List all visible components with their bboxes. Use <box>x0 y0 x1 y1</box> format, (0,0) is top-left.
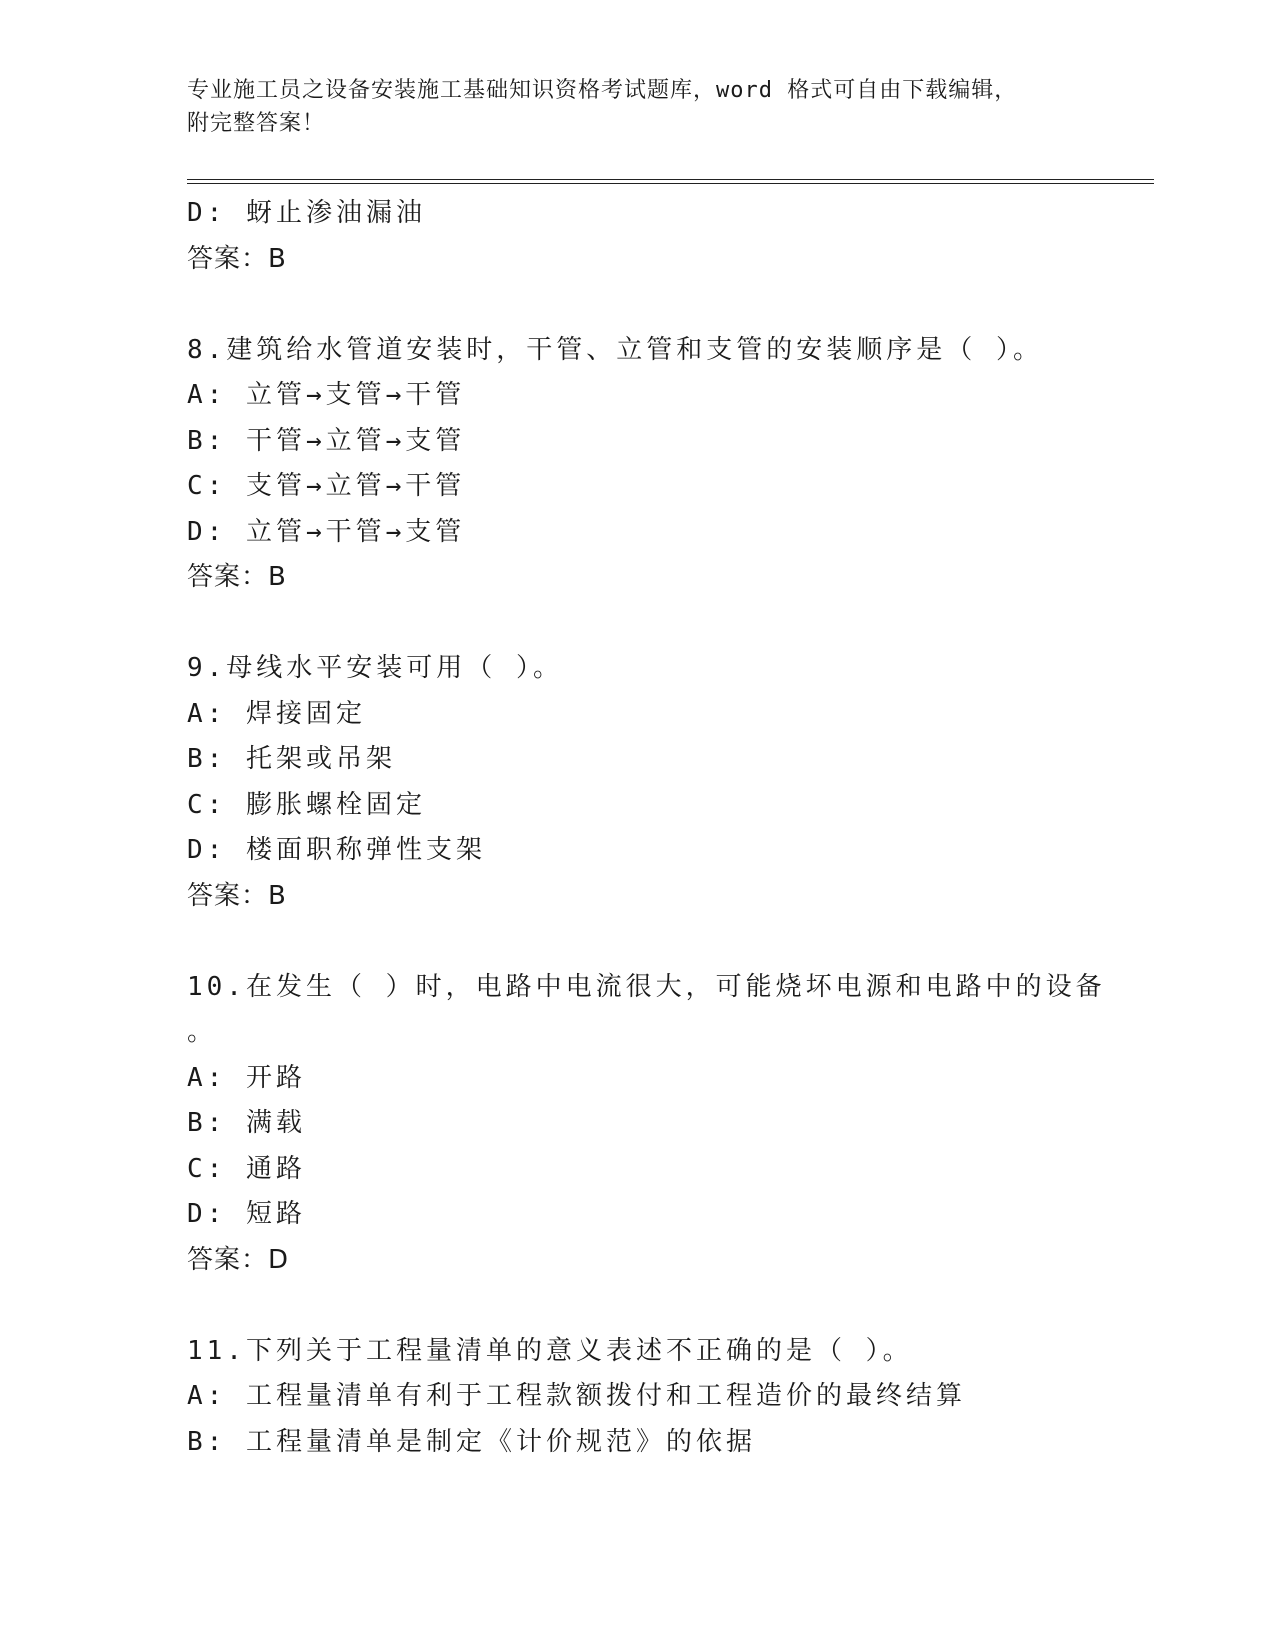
q7-answer: 答案：B <box>187 243 287 274</box>
q11-option-a: A: 工程量清单有利于工程款额拨付和工程造价的最终结算 <box>187 1381 966 1411</box>
q11-question: 11.下列关于工程量清单的意义表述不正确的是（ ）。 <box>187 1335 913 1366</box>
q9-option-c: C: 膨胀螺栓固定 <box>187 789 426 820</box>
q10-question-line-1: 10.在发生（ ）时，电路中电流很大，可能烧坏电源和电路中的设备 <box>187 971 1106 1002</box>
header-line-1: 专业施工员之设备安装施工基础知识资格考试题库，word 格式可自由下载编辑， <box>187 78 1018 103</box>
question-11 <box>187 1329 1154 1466</box>
spacer <box>187 282 1154 328</box>
q8-question: 8.建筑给水管道安装时，干管、立管和支管的安装顺序是（ ）。 <box>187 334 1043 365</box>
q8-answer: 答案：B <box>187 562 287 592</box>
q8-option-a: A: 立管→支管→干管 <box>187 380 466 410</box>
question-9 <box>187 646 1154 919</box>
q10-answer: 答案：D <box>187 1244 290 1275</box>
question-10 <box>187 965 1154 1284</box>
q11-option-b: B: 工程量清单是制定《计价规范》的依据 <box>187 1426 756 1457</box>
q7-option-d: D: 蚜止渗油漏油 <box>187 198 426 228</box>
q9-question: 9.母线水平安装可用（ ）。 <box>187 653 563 683</box>
header-divider-top <box>187 179 1154 180</box>
q9-answer: 答案：B <box>187 880 287 911</box>
spacer <box>187 601 1154 647</box>
q9-option-d: D: 楼面职称弹性支架 <box>187 835 486 865</box>
page-header <box>187 74 1087 140</box>
question-7-tail <box>187 191 1154 282</box>
q10-question-line-2: 。 <box>187 1017 218 1047</box>
q8-option-b: B: 干管→立管→支管 <box>187 425 466 456</box>
header-line-2: 附完整答案！ <box>187 111 326 136</box>
spacer <box>187 1283 1154 1329</box>
q10-option-c: C: 通路 <box>187 1153 306 1184</box>
q9-option-a: A: 焊接固定 <box>187 698 366 729</box>
header-divider-bottom <box>187 183 1154 184</box>
q9-option-b: B: 托架或吊架 <box>187 744 396 774</box>
q10-option-b: B: 满载 <box>187 1108 306 1138</box>
q10-option-d: D: 短路 <box>187 1199 306 1229</box>
question-list <box>187 191 1154 1465</box>
q10-option-a: A: 开路 <box>187 1062 306 1093</box>
spacer <box>187 919 1154 965</box>
q8-option-d: D: 立管→干管→支管 <box>187 516 466 547</box>
question-8 <box>187 328 1154 601</box>
q8-option-c: C: 支管→立管→干管 <box>187 471 466 501</box>
